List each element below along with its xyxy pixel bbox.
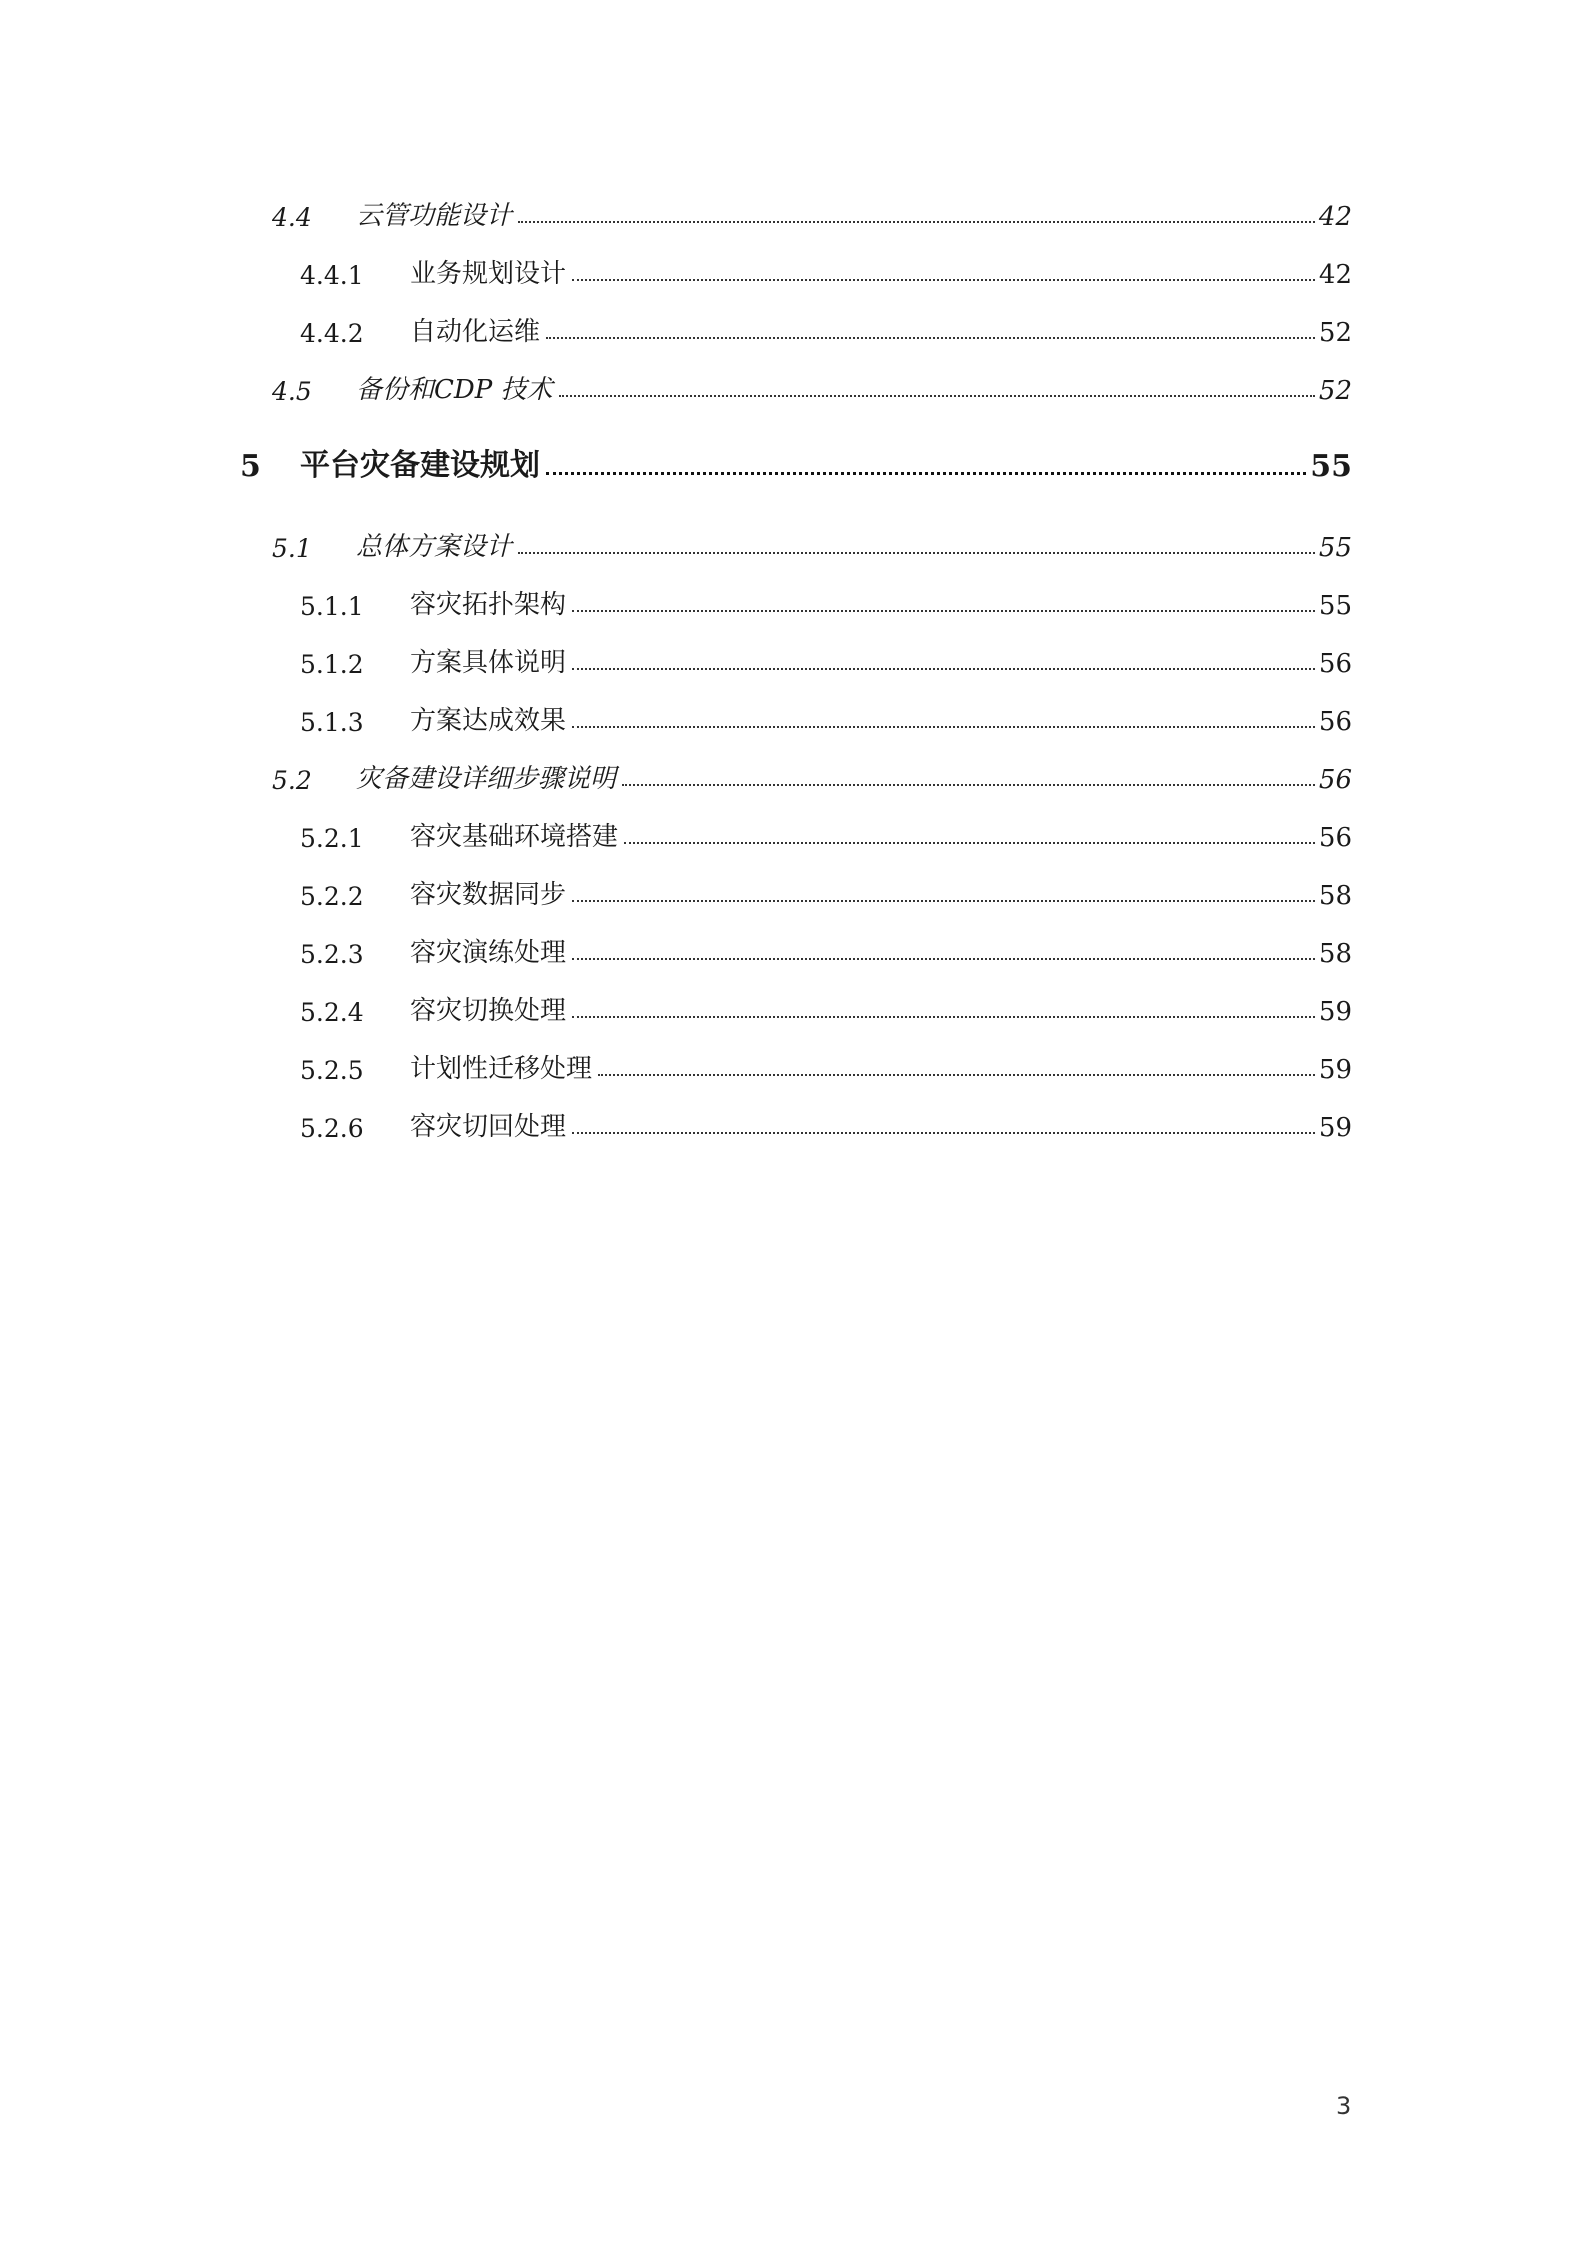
toc-entry[interactable] [300, 1103, 1352, 1143]
dot-leader [559, 395, 1315, 397]
toc-entry-number: 5.2.4 [300, 998, 364, 1027]
toc-entry[interactable] [300, 250, 1352, 290]
toc-entry[interactable] [272, 192, 1352, 232]
toc-entry[interactable] [300, 987, 1352, 1027]
toc-entry-number: 5.2.5 [300, 1056, 364, 1085]
dot-leader [598, 1074, 1315, 1076]
toc-entry-page: 59 [1318, 1055, 1352, 1085]
dot-leader [572, 1132, 1315, 1134]
toc-entry-title: 方案达成效果 [410, 706, 567, 736]
toc-entry-title: 容灾拓扑架构 [410, 590, 567, 620]
toc-entry-page: 58 [1318, 881, 1352, 911]
toc-entry-page: 55 [1318, 533, 1352, 563]
toc-entry-number: 5.1 [272, 534, 312, 563]
toc-entry[interactable] [300, 813, 1352, 853]
toc-entry-title: 平台灾备建设规划 [300, 448, 540, 483]
toc-entry-page: 59 [1318, 1113, 1352, 1143]
toc-entry-title: 云管功能设计 [356, 201, 513, 231]
toc-entry-number: 5.2.6 [300, 1114, 364, 1143]
dot-leader [546, 472, 1306, 475]
toc-entry-page: 55 [1318, 591, 1352, 621]
toc-entry-page: 42 [1318, 202, 1352, 232]
toc-entry-number: 5.2 [272, 766, 312, 795]
page-number: 3 [1336, 2092, 1352, 2120]
toc-entry[interactable] [300, 871, 1352, 911]
dot-leader [572, 668, 1315, 670]
toc-entry[interactable] [300, 581, 1352, 621]
toc-entry-page: 59 [1318, 997, 1352, 1027]
toc-entry-number: 4.4.2 [300, 319, 364, 348]
toc-entry-number: 5.1.3 [300, 708, 364, 737]
toc-entry-page: 56 [1318, 765, 1352, 795]
toc-entry-page: 56 [1318, 649, 1352, 679]
dot-leader [622, 784, 1315, 786]
toc-entry-number: 4.5 [272, 377, 312, 406]
toc-entry-page: 56 [1318, 707, 1352, 737]
toc-entry-title: 容灾切换处理 [410, 996, 567, 1026]
dot-leader [572, 1016, 1315, 1018]
toc-entry-title: 容灾演练处理 [410, 938, 567, 968]
toc-entry-number: 5.2.2 [300, 882, 364, 911]
toc-entry[interactable] [272, 523, 1352, 563]
toc-entry-page: 52 [1318, 376, 1352, 406]
toc-entry-title: 总体方案设计 [356, 532, 513, 562]
toc-entry-title: 计划性迁移处理 [410, 1054, 593, 1084]
toc-entry-page: 42 [1318, 260, 1352, 290]
toc-entry[interactable] [300, 929, 1352, 969]
dot-leader [624, 842, 1315, 844]
dot-leader [572, 958, 1315, 960]
toc-entry[interactable] [300, 1045, 1352, 1085]
toc-entry-title: 容灾基础环境搭建 [410, 822, 619, 852]
toc-entry-title: 灾备建设详细步骤说明 [356, 764, 617, 794]
toc-entry-number: 4.4.1 [300, 261, 364, 290]
dot-leader [518, 221, 1315, 223]
toc-entry[interactable] [272, 755, 1352, 795]
toc-entry-number: 5.1.1 [300, 592, 364, 621]
toc-entry[interactable] [300, 308, 1352, 348]
toc-entry-page: 58 [1318, 939, 1352, 969]
toc-entry-number: 5 [240, 449, 261, 484]
toc-entry-title: 容灾切回处理 [410, 1112, 567, 1142]
toc-entry[interactable] [272, 366, 1352, 406]
dot-leader [518, 552, 1315, 554]
toc-entry-page: 52 [1318, 318, 1352, 348]
toc-entry-title: 方案具体说明 [410, 648, 567, 678]
dot-leader [546, 337, 1315, 339]
toc-entry-title: 备份和CDP 技术 [356, 375, 553, 405]
dot-leader [572, 279, 1315, 281]
toc-entry-number: 5.1.2 [300, 650, 364, 679]
toc-entry-title: 容灾数据同步 [410, 880, 567, 910]
dot-leader [572, 726, 1315, 728]
toc-entry-page: 55 [1310, 449, 1352, 484]
toc-entry[interactable] [300, 697, 1352, 737]
toc-entry-page: 56 [1318, 823, 1352, 853]
toc-entry[interactable] [300, 639, 1352, 679]
toc-entry-title: 业务规划设计 [410, 259, 567, 289]
dot-leader [572, 610, 1315, 612]
toc-entry-number: 5.2.1 [300, 824, 364, 853]
toc-entry-title: 自动化运维 [410, 317, 541, 347]
dot-leader [572, 900, 1315, 902]
toc-entry-number: 5.2.3 [300, 940, 364, 969]
toc-chapter-entry[interactable] [240, 444, 1352, 484]
toc-entry-number: 4.4 [272, 203, 312, 232]
